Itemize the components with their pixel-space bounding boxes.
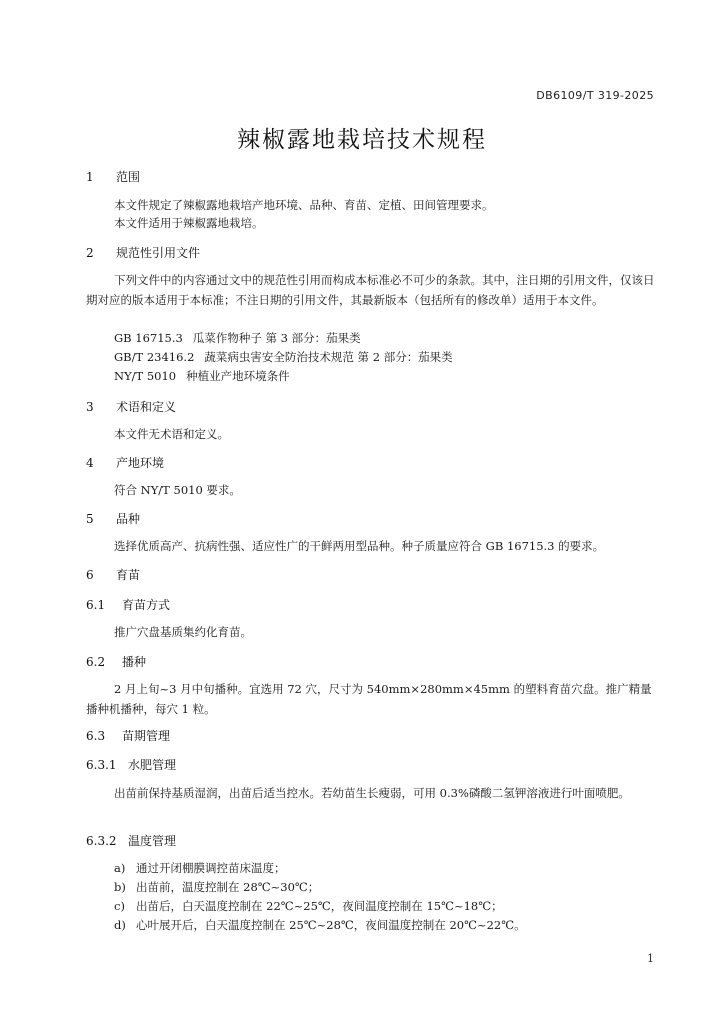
section-6-2-heading: [86, 653, 146, 670]
reference-code: NY/T 5010: [114, 369, 177, 383]
section-title: 育苗方式: [122, 598, 171, 612]
section-3-heading: [86, 398, 176, 415]
section-6-3-2-heading: [86, 832, 176, 849]
list-text: 心叶展开后，白天温度控制在 25℃~28℃，夜间温度控制在 20℃~22℃。: [136, 918, 526, 932]
section-title: 规范性引用文件: [116, 246, 201, 260]
document-title: 辣椒露地栽培技术规程: [237, 127, 487, 153]
reference-item: [114, 349, 453, 365]
section-number: 5: [86, 512, 94, 526]
section-6-1-heading: [86, 596, 170, 613]
section-6-heading: [86, 566, 140, 583]
list-item: [114, 860, 286, 876]
section-2-heading: [86, 244, 200, 261]
section-4-paragraph: 符合 NY/T 5010 要求。: [114, 483, 241, 497]
section-title: 产地环境: [116, 456, 165, 470]
section-6-3-heading: [86, 727, 170, 744]
list-item: [114, 917, 526, 933]
section-title: 育苗: [116, 568, 141, 582]
reference-code: GB 16715.3: [114, 331, 183, 345]
section-title: 播种: [122, 655, 147, 669]
section-title: 品种: [116, 512, 141, 526]
section-number: 6: [86, 568, 94, 582]
section-number: 6.3: [86, 729, 106, 743]
section-1-heading: [86, 168, 140, 185]
list-marker: b): [114, 880, 126, 894]
section-number: 6.1: [86, 598, 106, 612]
section-6-3-1-paragraph: 出苗前保持基质湿润，出苗后适当控水。若幼苗生长瘦弱，可用 0.3%磷酸二氢钾溶液进行叶面喷肥。: [114, 786, 630, 800]
section-number: 6.3.2: [86, 834, 117, 848]
section-1-paragraph-2: 本文件适用于辣椒露地栽培。: [114, 216, 264, 230]
list-marker: c): [114, 899, 125, 913]
list-text: 通过开闭棚膜调控苗床温度；: [136, 861, 286, 875]
list-marker: a): [114, 861, 126, 875]
list-item: [114, 898, 503, 914]
section-4-heading: [86, 454, 164, 471]
reference-code: GB/T 23416.2: [114, 350, 195, 364]
section-5-paragraph: 选择优质高产、抗病性强、适应性广的干鲜两用型品种。种子质量应符合 GB 16715.3 的要求。: [114, 539, 605, 553]
section-number: 3: [86, 400, 94, 414]
standard-code: DB6109/T 319-2025: [536, 89, 654, 102]
section-6-3-1-heading: [86, 756, 176, 773]
section-number: 6.2: [86, 655, 106, 669]
section-number: 1: [86, 170, 94, 184]
section-title: 水肥管理: [128, 758, 177, 772]
list-item: [114, 879, 319, 895]
section-number: 2: [86, 246, 94, 260]
section-title: 温度管理: [128, 834, 177, 848]
section-1-paragraph-1: 本文件规定了辣椒露地栽培产地环境、品种、育苗、定植、田间管理要求。: [114, 198, 494, 212]
section-2-intro: 下列文件中的内容通过文中的规范性引用而构成本标准必不可少的条款。其中，注日期的引用文件，仅该日期对应的版本适用于本标准；不注日期的引用文件，其最新版本（包括所有的修改单）适用于本文件。: [86, 273, 655, 307]
list-text: 出苗后，白天温度控制在 22℃~25℃，夜间温度控制在 15℃~18℃；: [136, 899, 503, 913]
section-number: 4: [86, 456, 94, 470]
list-text: 出苗前，温度控制在 28℃~30℃；: [136, 880, 320, 894]
reference-name: 瓜菜作物种子 第 3 部分：茄果类: [192, 331, 361, 345]
list-marker: d): [114, 918, 126, 932]
section-5-heading: [86, 510, 140, 527]
section-title: 术语和定义: [116, 400, 177, 414]
section-title: 苗期管理: [122, 729, 171, 743]
page-number: 1: [647, 952, 654, 965]
reference-name: 蔬菜病虫害安全防治技术规范 第 2 部分：茄果类: [204, 350, 453, 364]
section-number: 6.3.1: [86, 758, 117, 772]
section-6-2-paragraph: 2 月上旬~3 月中旬播种。宜选用 72 穴，尺寸为 540mm×280mm×45mm 的塑料育苗穴盘。推广精量播种机播种，每穴 1 粒。: [86, 682, 652, 716]
reference-item: [114, 368, 290, 384]
reference-item: [114, 330, 361, 346]
section-3-paragraph: 本文件无术语和定义。: [114, 427, 229, 441]
section-6-1-paragraph: 推广穴盘基质集约化育苗。: [114, 625, 252, 639]
reference-name: 种植业产地环境条件: [186, 369, 290, 383]
section-title: 范围: [116, 170, 141, 184]
